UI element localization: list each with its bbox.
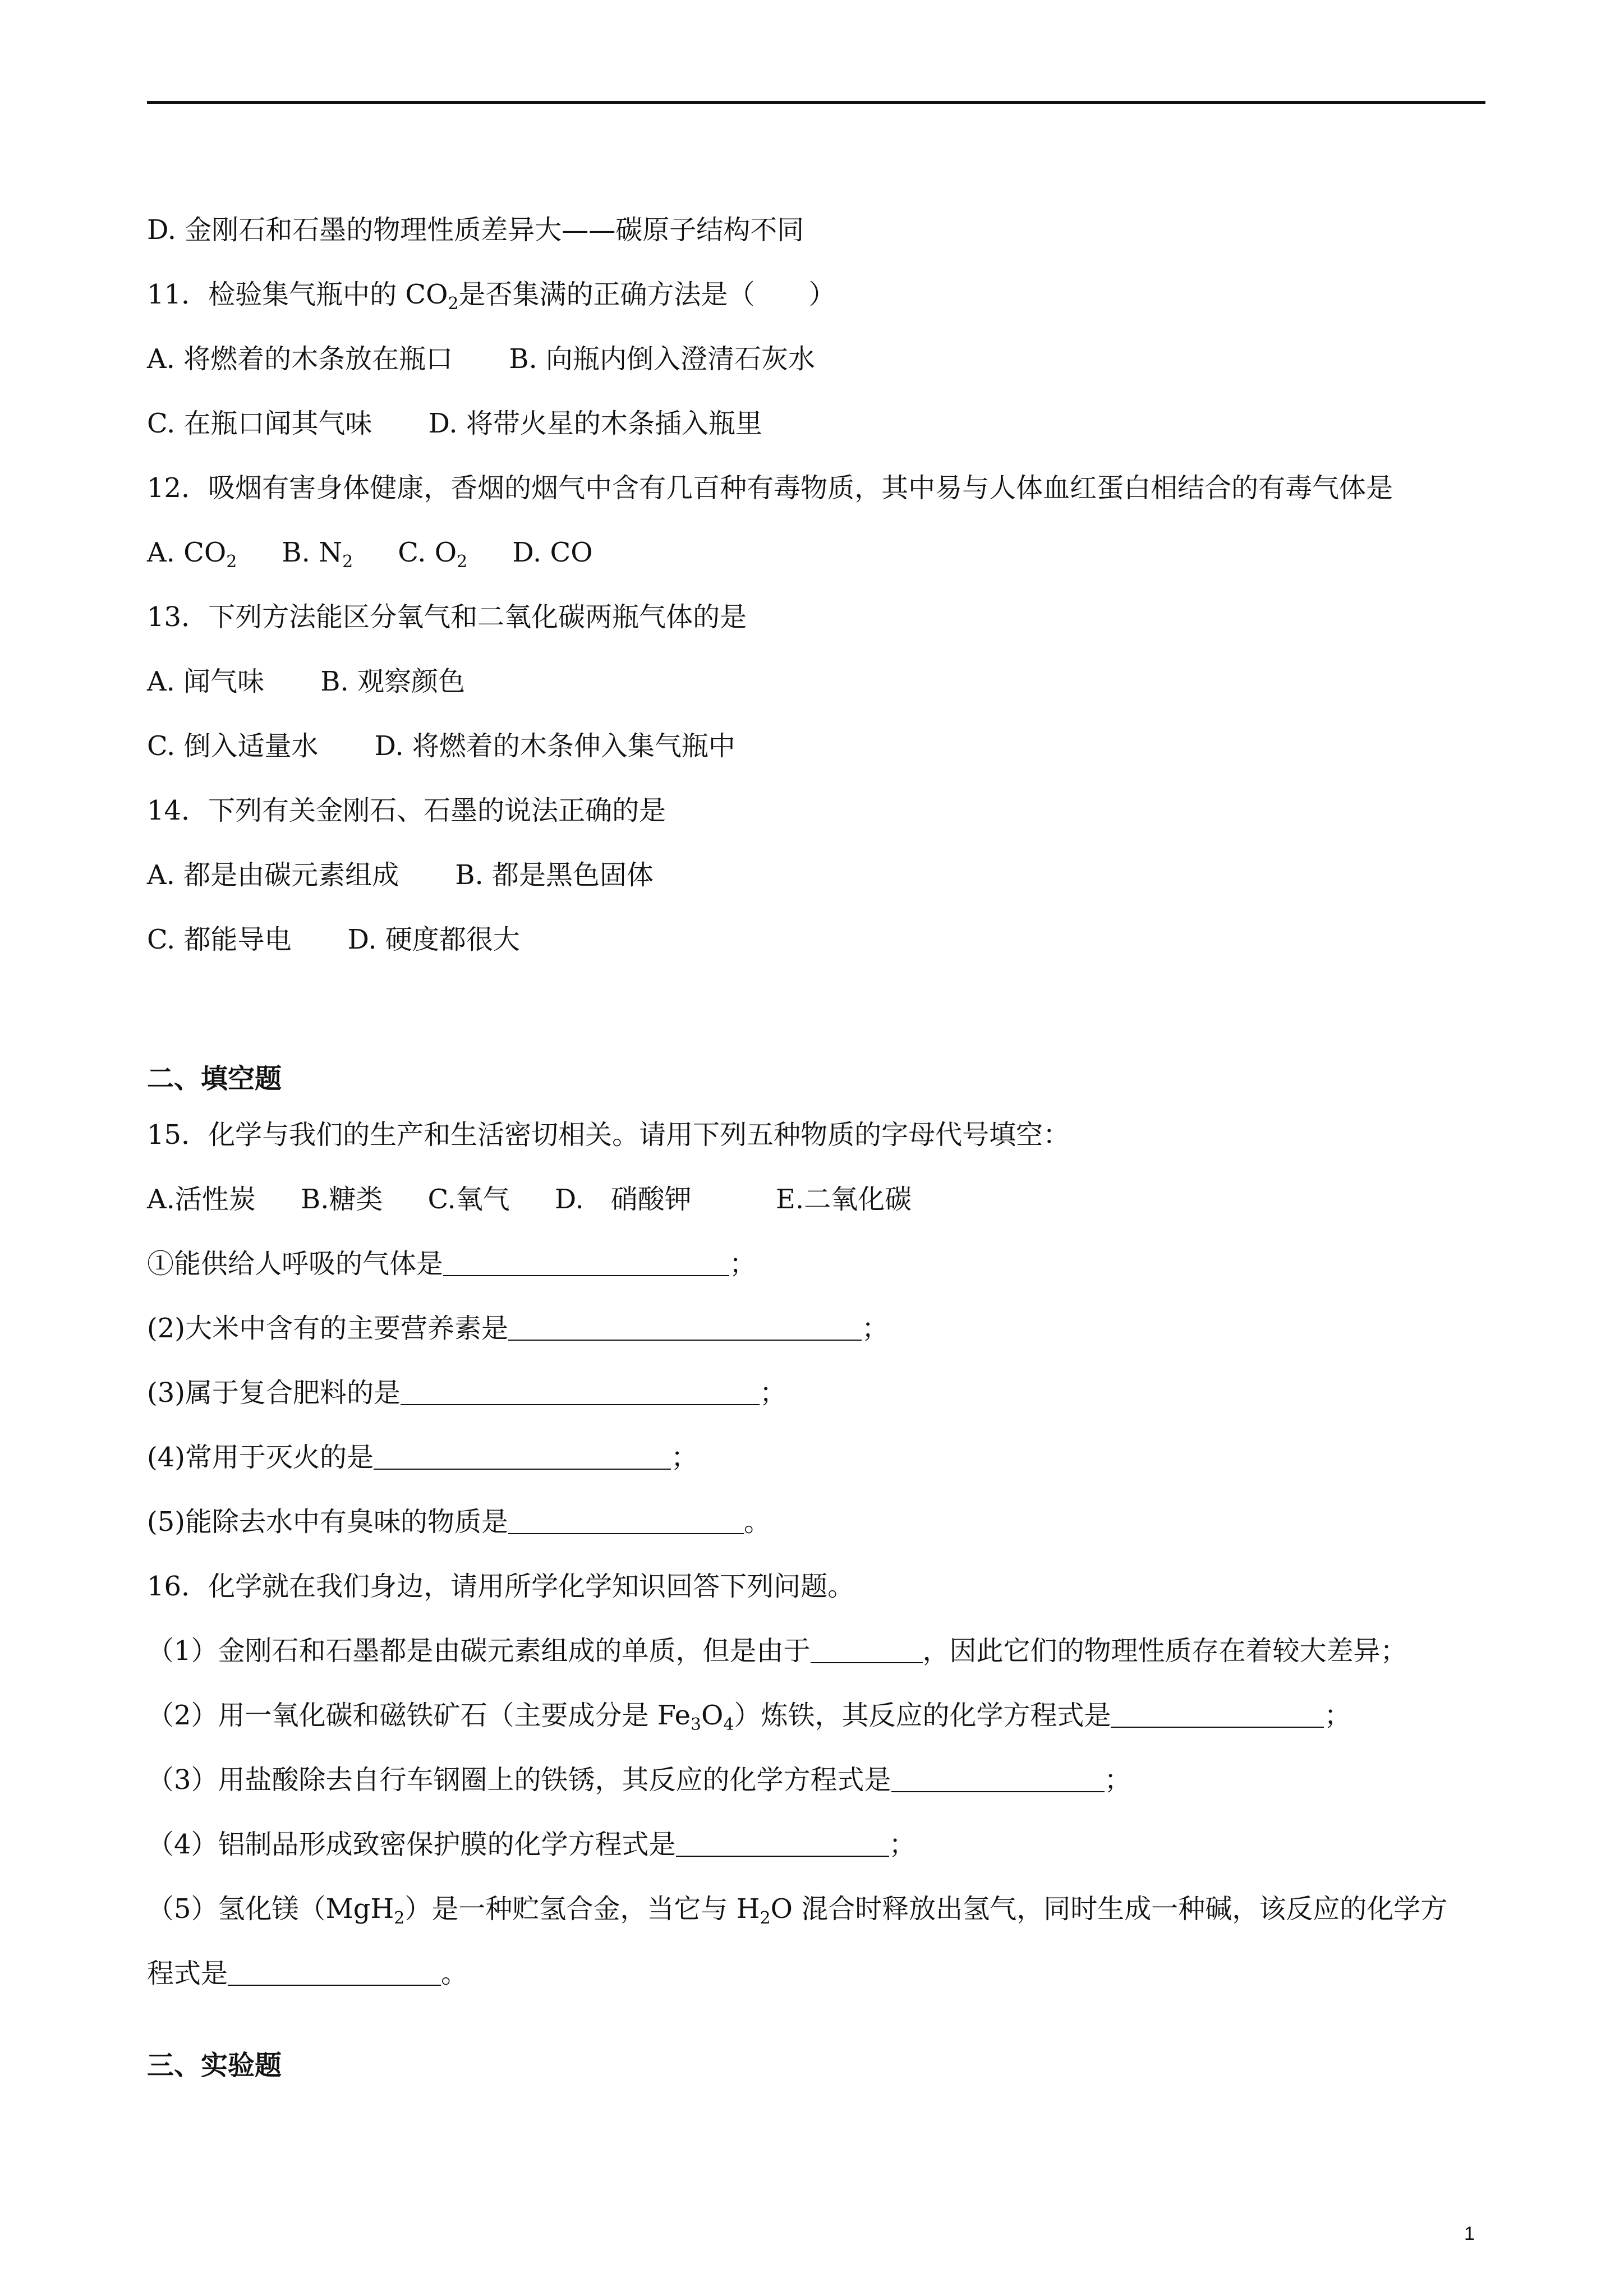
q10-option-d: D. 金刚石和石墨的物理性质差异大——碳原子结构不同 bbox=[147, 214, 804, 246]
q16-part-1: （1）金刚石和石墨都是由碳元素组成的单质，但是由于 ，因此它们的物理性质存在着较大差异； bbox=[147, 1635, 1407, 1667]
answer-blank[interactable] bbox=[508, 1315, 862, 1341]
q14-stem: 14．下列有关金刚石、石墨的说法正确的是 bbox=[147, 795, 666, 826]
q13-stem: 13．下列方法能区分氧气和二氧化碳两瓶气体的是 bbox=[147, 601, 747, 633]
answer-blank[interactable] bbox=[374, 1444, 671, 1470]
answer-blank[interactable] bbox=[401, 1379, 760, 1405]
q15-options bbox=[147, 1182, 912, 1216]
q15-part-1: ①能供给人呼吸的气体是 ； bbox=[147, 1248, 757, 1280]
q15-stem: 15．化学与我们的生产和生活密切相关。请用下列五种物质的字母代号填空： bbox=[147, 1119, 1070, 1151]
answer-blank[interactable] bbox=[676, 1831, 889, 1857]
q16-part-5: （5）氢化镁（MgH$_2$）是一种贮氢合金，当它与 $H_2O$ 混合时释放出氢气，同时生成一种碱，该反应的化学方 bbox=[147, 1893, 1448, 1928]
answer-blank[interactable] bbox=[508, 1508, 744, 1534]
q12-options bbox=[147, 536, 593, 572]
q11-stem: 11．检验集气瓶中的 $CO_2$是否集满的正确方法是（ ） bbox=[147, 279, 836, 314]
q11-option-c: C. 在瓶口闻其气味 bbox=[147, 408, 372, 439]
q14-option-a: A. 都是由碳元素组成 bbox=[147, 859, 399, 891]
q15-option-b: B.糖类 bbox=[300, 1184, 383, 1215]
section-title-fill-in: 二、填空题 bbox=[147, 1063, 282, 1094]
answer-blank[interactable] bbox=[891, 1766, 1105, 1792]
q12-option-d: D. CO bbox=[512, 537, 593, 568]
q14-options-ab bbox=[147, 858, 654, 892]
q13-options-ab bbox=[147, 665, 465, 698]
q13-option-a: A. 闻气味 bbox=[147, 666, 265, 697]
q15-option-a: A.活性炭 bbox=[147, 1184, 256, 1215]
page-number: 1 bbox=[1464, 2223, 1475, 2244]
q12-option-a: A. $CO_2$ bbox=[147, 537, 237, 572]
q14-option-d: D. 硬度都很大 bbox=[347, 924, 520, 955]
q16-part-4: （4）铝制品形成致密保护膜的化学方程式是 ； bbox=[147, 1829, 916, 1860]
q16-part-5-continued: 程式是 。 bbox=[147, 1958, 468, 1989]
header-rule bbox=[147, 101, 1485, 104]
q11-options-ab bbox=[147, 342, 815, 376]
q14-options-cd bbox=[147, 923, 520, 956]
q14-option-c: C. 都能导电 bbox=[147, 924, 292, 955]
q14-option-b: B. 都是黑色固体 bbox=[455, 859, 654, 891]
q12-option-b: B. $N_2$ bbox=[282, 537, 353, 572]
q12-option-c: C. $O_2$ bbox=[398, 537, 468, 572]
q13-option-c: C. 倒入适量水 bbox=[147, 730, 319, 762]
q16-part-3: （3）用盐酸除去自行车钢圈上的铁锈，其反应的化学方程式是 ； bbox=[147, 1764, 1131, 1796]
q11-option-a: A. 将燃着的木条放在瓶口 bbox=[147, 343, 453, 375]
q15-part-3: (3)属于复合肥料的是 ； bbox=[147, 1377, 787, 1409]
answer-blank[interactable] bbox=[1111, 1702, 1324, 1728]
q16-part-2: （2）用一氧化碳和磁铁矿石（主要成分是 $Fe_3O_4$）炼铁，其反应的化学方程式是 ； bbox=[147, 1700, 1351, 1734]
answer-blank[interactable] bbox=[811, 1637, 923, 1663]
q15-option-d: D. 硝酸钾 bbox=[554, 1184, 692, 1215]
q15-option-e: E.二氧化碳 bbox=[775, 1184, 912, 1215]
q11-option-b: B. 向瓶内倒入澄清石灰水 bbox=[509, 343, 815, 375]
q13-option-d: D. 将燃着的木条伸入集气瓶中 bbox=[374, 730, 735, 762]
q13-options-cd bbox=[147, 729, 735, 763]
q11-options-cd bbox=[147, 407, 762, 440]
section-title-experiment: 三、实验题 bbox=[147, 2050, 282, 2081]
answer-blank[interactable] bbox=[228, 1960, 441, 1986]
q15-part-4: (4)常用于灭火的是 ； bbox=[147, 1442, 698, 1473]
q16-stem: 16．化学就在我们身边，请用所学化学知识回答下列问题。 bbox=[147, 1571, 855, 1602]
q15-option-c: C.氧气 bbox=[427, 1184, 510, 1215]
q13-option-b: B. 观察颜色 bbox=[320, 666, 465, 697]
q11-option-d: D. 将带火星的木条插入瓶里 bbox=[428, 408, 762, 439]
q15-part-5: (5)能除去水中有臭味的物质是 。 bbox=[147, 1506, 771, 1538]
answer-blank[interactable] bbox=[443, 1250, 729, 1276]
q12-stem: 12．吸烟有害身体健康，香烟的烟气中含有几百种有毒物质，其中易与人体血红蛋白相结合的有毒气体是 bbox=[147, 472, 1393, 504]
q15-part-2: (2)大米中含有的主要营养素是 ； bbox=[147, 1313, 889, 1344]
